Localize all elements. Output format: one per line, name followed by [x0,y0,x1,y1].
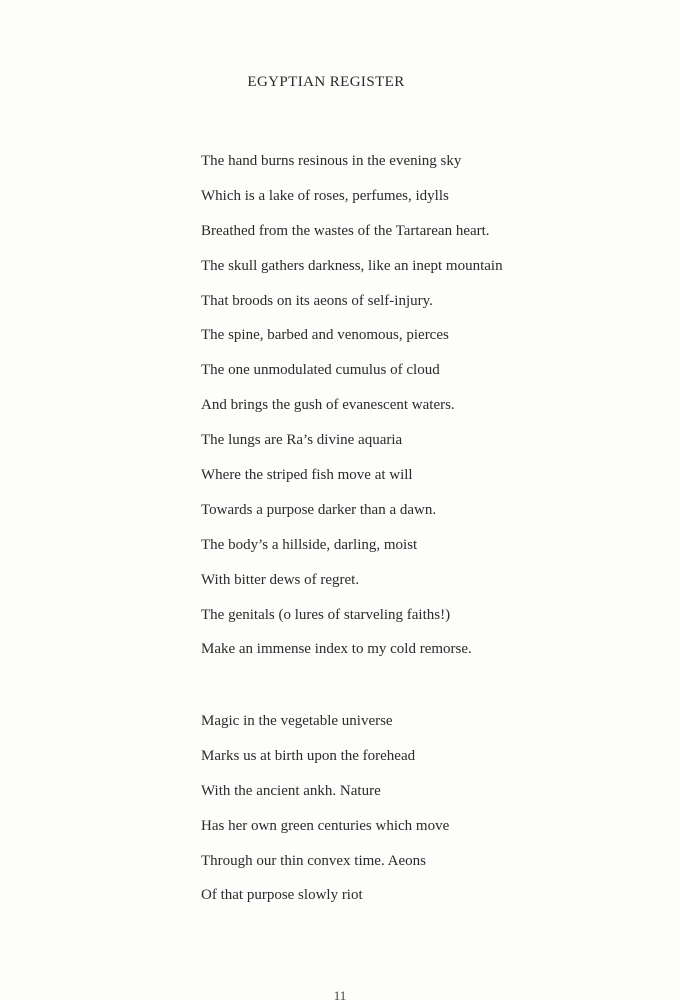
stanza-2 [201,711,449,920]
poem-line: The genitals (o lures of starveling faiths!) [201,606,451,623]
poem-line: The skull gathers darkness, like an inept mountain [201,257,503,274]
poem-line: The lungs are Ra’s divine aquaria [201,432,403,449]
poem-line: The hand burns resinous in the evening sky [201,153,462,169]
poem-line: The one unmodulated cumulus of cloud [201,362,440,379]
poem-line: The spine, barbed and venomous, pierces [201,327,449,344]
poem-line: Where the striped fish move at will [201,467,413,484]
poem-line: Has her own green centuries which move [201,817,450,834]
poem-line: And brings the gush of evanescent waters. [201,397,455,414]
poem-line: The body’s a hillside, darling, moist [201,536,418,553]
page-number: 11 [333,988,347,1003]
stanza-1 [201,151,503,674]
poem-line: Marks us at birth upon the forehead [201,747,416,764]
poem-line: Magic in the vegetable universe [201,713,393,729]
poem-title: EGYPTIAN REGISTER [247,74,405,90]
poem-line: Towards a purpose darker than a dawn. [201,501,437,518]
poem-line: With the ancient ankh. Nature [201,782,381,799]
poem-line: Breathed from the wastes of the Tartarean heart. [201,222,490,239]
poem-line: Of that purpose slowly riot [201,887,363,904]
poem-line: Through our thin convex time. Aeons [201,852,426,869]
poem-line: Make an immense index to my cold remorse. [201,641,472,658]
poem-line: That broods on its aeons of self-injury. [201,292,433,309]
poem-line: With bitter dews of regret. [201,571,360,588]
poem-line: Which is a lake of roses, perfumes, idylls [201,187,449,204]
